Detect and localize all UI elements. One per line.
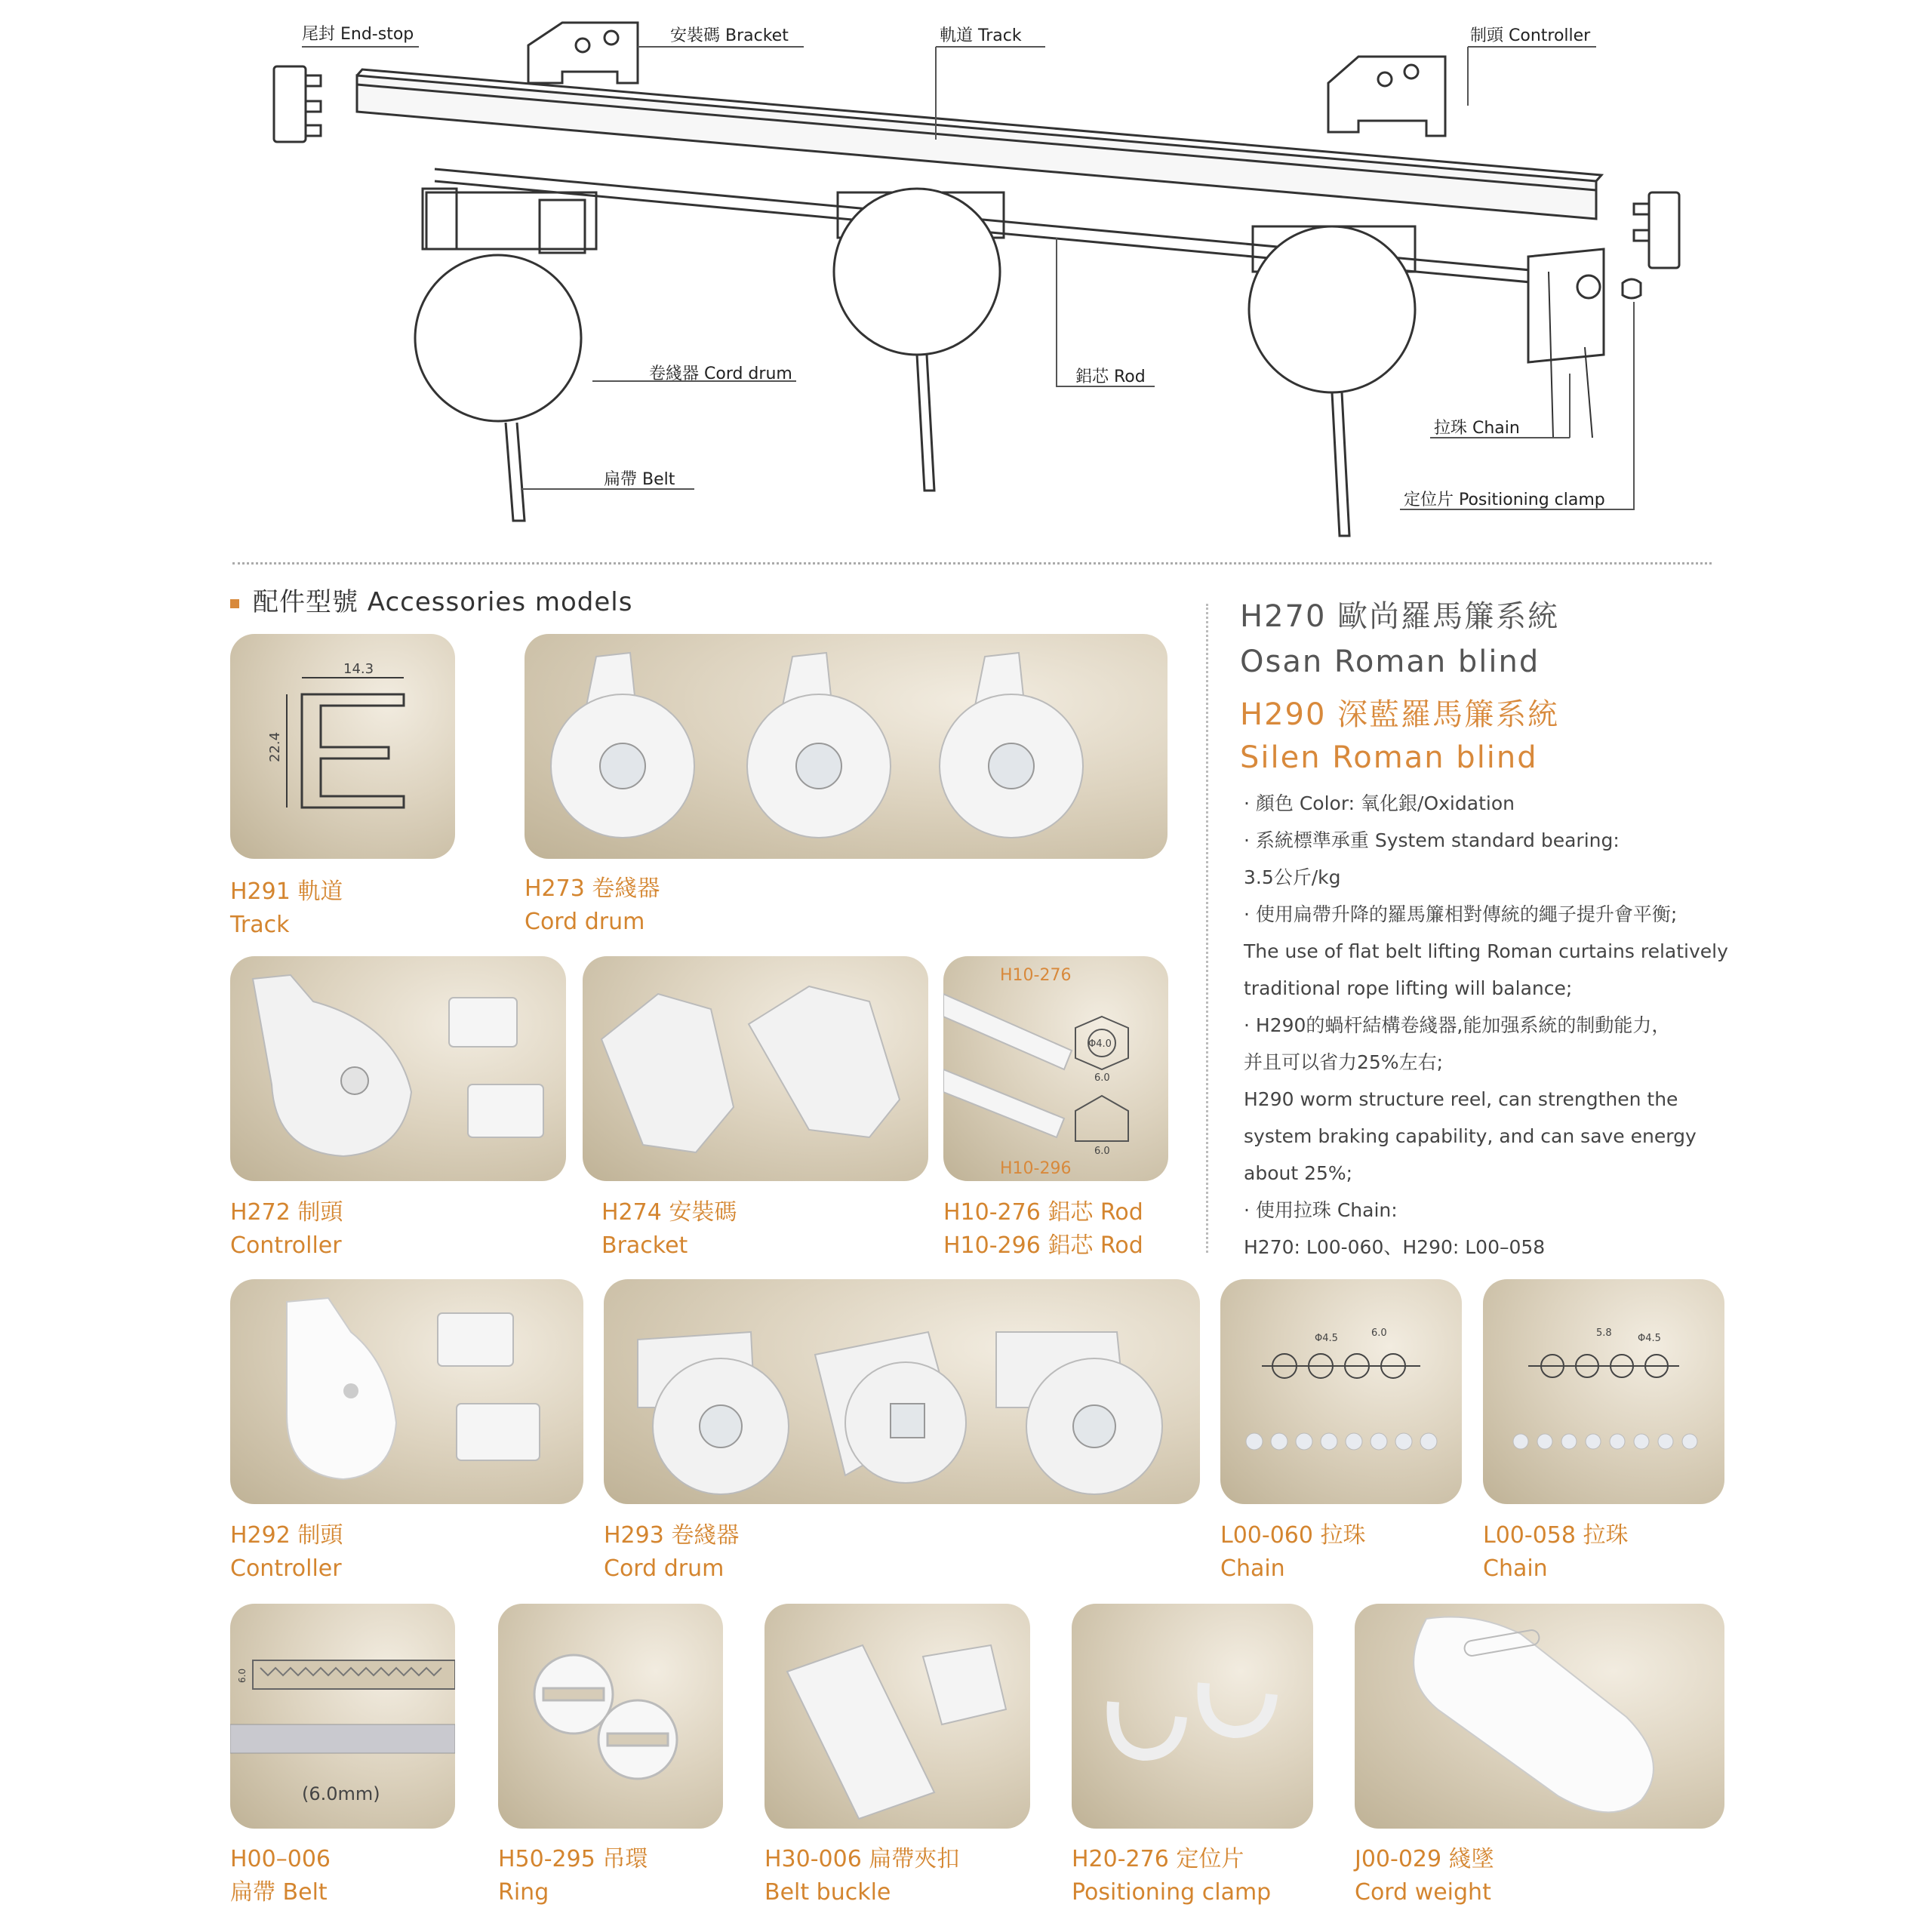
part-name: 扁帶 Belt [230,1879,328,1906]
track-profile-drawing [230,634,455,859]
spec-line: The use of flat belt lifting Roman curtains relatively [1244,940,1728,962]
end-stop-left [274,66,321,142]
part-name: H10-296 鋁芯 Rod [943,1232,1143,1259]
controller [1528,249,1604,362]
controller-h292-photo [230,1279,583,1504]
rod-dim-d2: 6.0 [1094,1072,1110,1084]
assembly-drawing [0,0,1932,558]
cord-drum-3 [1249,226,1415,536]
part-card-h273-cord-drum [525,634,1168,859]
main-track [357,69,1601,219]
spec-line: · 顏色 Color: 氧化銀/Oxidation [1244,792,1515,814]
part-code: H293 卷綫器 [604,1522,740,1549]
h270-title-cn: H270 歐尚羅馬簾系統 [1240,599,1560,634]
part-card-h291-track [230,634,455,859]
part-name: Cord weight [1355,1879,1491,1906]
rod-photo [943,956,1168,1181]
h290-title-cn: H290 深藍羅馬簾系統 [1240,697,1560,732]
callout-endstop: 尾封 End-stop [302,25,414,44]
callout-positioning-clamp: 定位片 Positioning clamp [1404,491,1605,509]
part-name: Chain [1483,1555,1548,1582]
callout-belt: 扁帶 Belt [604,470,675,489]
part-card-h30-006-belt-buckle [764,1604,1030,1829]
part-card-h274-bracket [583,956,928,1181]
part-code: H273 卷綫器 [525,875,660,902]
controller-photo [230,956,566,1181]
h290-title-en: Silen Roman blind [1240,740,1538,775]
part-code: J00-029 綫墜 [1355,1846,1494,1872]
part-card-h292-controller [230,1279,583,1504]
part-name: Positioning clamp [1072,1879,1272,1906]
bracket-right [1328,57,1445,136]
part-card-h10-rod [943,956,1168,1181]
part-code: H20-276 定位片 [1072,1846,1244,1872]
part-code: H00–006 [230,1846,331,1872]
part-name: Controller [230,1555,342,1582]
spec-line: about 25%; [1244,1162,1353,1184]
belt-drawing [230,1604,455,1829]
callout-bracket: 安裝碼 Bracket [670,26,789,45]
vertical-separator [1206,604,1208,1253]
part-code: H291 軌道 [230,878,343,905]
spec-line: H290 worm structure reel, can strengthen the [1244,1088,1678,1110]
chain-058-drawing [1483,1279,1724,1504]
end-stop-right [1634,192,1679,268]
part-code: H10-276 鋁芯 Rod [943,1199,1143,1226]
rod-label-top: H10-276 [1000,966,1072,985]
callout-controller: 制頭 Controller [1470,26,1591,45]
part-card-h272-controller [230,956,566,1181]
part-code: H50-295 吊環 [498,1846,648,1872]
part-card-h50-295-ring [498,1604,723,1829]
chain-058-dim-a: 5.8 [1596,1327,1612,1339]
track-width-dim: 14.3 [343,661,374,677]
track-height-dim: 22.4 [267,731,283,762]
part-name: Ring [498,1879,549,1906]
rod-dim-d1: Φ4.0 [1088,1038,1112,1050]
chain-060-drawing [1220,1279,1462,1504]
part-code: H274 安裝碼 [601,1199,737,1226]
spec-line: 3.5公斤/kg [1244,866,1341,888]
part-code: H30-006 扁帶夾扣 [764,1846,960,1872]
rod-dim-d3: 6.0 [1094,1146,1110,1157]
spec-line: · 使用扁帶升降的羅馬簾相對傳統的繩子提升會平衡; [1244,903,1678,925]
rod-label-bottom: H10-296 [1000,1159,1072,1178]
part-card-l00-060-chain [1220,1279,1462,1504]
part-card-h293-cord-drum [604,1279,1200,1504]
positioning-clamp-photo [1072,1604,1313,1829]
spec-line: H270: L00-060、H290: L00–058 [1244,1236,1546,1258]
dotted-separator [232,562,1712,565]
spec-line: · 系統標準承重 System standard bearing: [1244,829,1620,851]
callout-rod: 鋁芯 Rod [1075,368,1146,386]
callout-chain: 拉珠 Chain [1434,419,1520,438]
spec-line: system braking capability, and can save energy [1244,1125,1697,1147]
spec-line: traditional rope lifting will balance; [1244,977,1573,999]
part-card-h20-276-positioning-clamp [1072,1604,1313,1829]
part-card-j00-029-cord-weight [1355,1604,1724,1829]
spec-line: · H290的蝸杆結構卷綫器,能加强系統的制動能力， [1244,1014,1671,1036]
bracket-left [528,23,638,83]
cord-drum-1 [415,189,596,521]
belt-size-label: (6.0mm) [302,1783,380,1804]
cord-drum-2 [834,189,1004,491]
bullet-square-icon [230,599,239,608]
part-name: Belt buckle [764,1879,891,1906]
chain-060-dim-b: 6.0 [1371,1327,1387,1339]
part-code: H292 制頭 [230,1522,343,1549]
part-card-l00-058-chain [1483,1279,1724,1504]
chain-058-dim-b: Φ4.5 [1638,1333,1661,1344]
cord-drum-photo [525,634,1168,859]
section-title [230,581,632,618]
cord-weight-photo [1355,1604,1724,1829]
section-title-text: 配件型號 Accessories models [253,587,633,617]
spec-line: 并且可以省力25%左右; [1244,1051,1443,1073]
spec-line: · 使用拉珠 Chain: [1244,1199,1398,1221]
part-name: Bracket [601,1232,688,1259]
part-code: L00-058 拉珠 [1483,1522,1629,1549]
callout-cord-drum: 卷綫器 Cord drum [649,365,792,383]
h270-title-en: Osan Roman blind [1240,645,1540,679]
belt-buckle-photo [764,1604,1030,1829]
part-card-h00-006-belt [230,1604,455,1829]
callout-track: 軌道 Track [940,26,1022,45]
ring-photo [498,1604,723,1829]
chain-060-dim-a: Φ4.5 [1315,1333,1338,1344]
part-name: Track [230,912,290,938]
part-name: Chain [1220,1555,1285,1582]
part-code: H272 制頭 [230,1199,343,1226]
belt-width-dim: 6.0 [237,1668,248,1683]
part-name: Cord drum [525,909,645,935]
part-name: Controller [230,1232,342,1259]
positioning-clamp [1623,279,1641,298]
part-code: L00-060 拉珠 [1220,1522,1366,1549]
part-name: Cord drum [604,1555,724,1582]
cord-drum-h293-photo [604,1279,1200,1504]
assembly-diagram [0,0,1932,558]
bracket-photo [583,956,928,1181]
